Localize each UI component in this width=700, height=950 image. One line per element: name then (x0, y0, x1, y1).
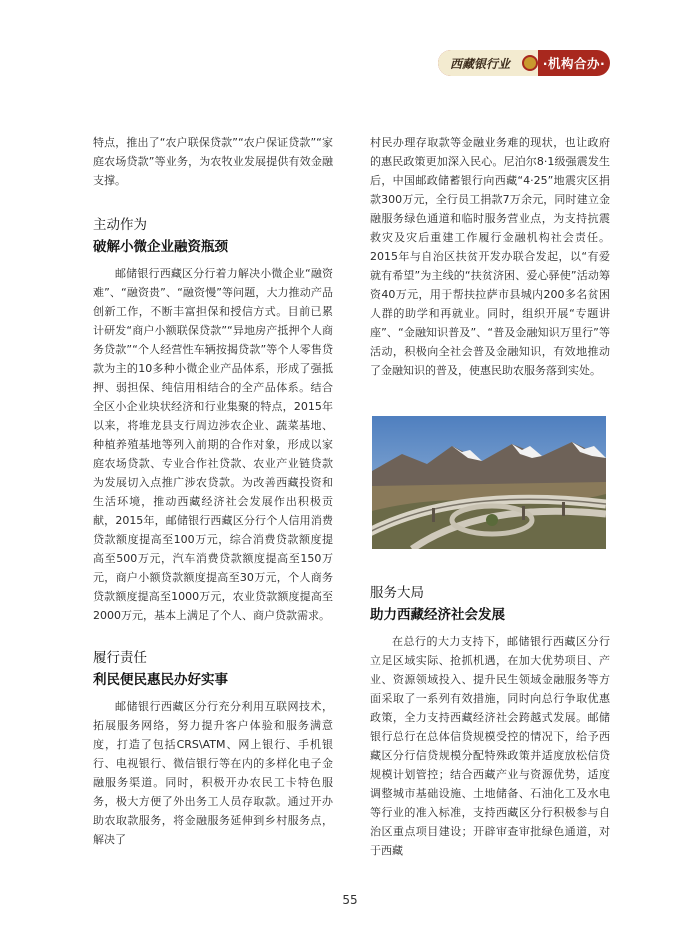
section-title-3: 服务大局 (370, 585, 424, 601)
right-column (370, 133, 610, 380)
continued-paragraph: 村民办理存取款等金融业务难的现状，也让政府的惠民政策更加深入民心。尼泊尔8·1级强震发生后，中国邮政储蓄银行向西藏“4·25”地震灾区捐款300万元，全行员工捐款7万余元，同时建立金融服务绿色通道和临时服务营业点，为支持抗震救灾及灾后重建工作履行金融机构社会责任。2015年与自治区扶贫开发办联合发起，以“有爱就有希望”为主线的“扶贫济困、爱心驿使”活动筹资40万元，用于帮扶拉萨市县城内200多名贫困人群的助学和再就业。同时，组织开展“专题讲座”、“金融知识普及”、“普及金融知识万里行”等活动，积极向全社会普及金融知识，有效地推动了金融知识的普及，使惠民助农服务落到实处。 (370, 136, 610, 377)
section-badge (438, 50, 610, 76)
section-title-2: 履行责任 (93, 650, 147, 666)
knot-icon (522, 55, 538, 71)
intro-paragraph: 特点，推出了“农户联保贷款”“农户保证贷款”“家庭农场贷款”等业务，为农牧业发展提供有效金融支撑。 (93, 136, 333, 187)
section-body-2: 邮储银行西藏区分行充分利用互联网技术，拓展服务网络，努力提升客户体验和服务满意度，打造了包括CRS\ATM、网上银行、手机银行、电视银行、微信银行等在内的多样化电子金融服务渠道。同时，积极开办农民工卡特色服务，极大方便了外出务工人员存取款。通过开办助农取款服务，将金融服务延伸到乡村服务点，解决了 (93, 700, 333, 846)
left-column (93, 133, 333, 849)
section-subtitle-2: 利民便民惠民办好实事 (93, 672, 228, 688)
section-body-3: 在总行的大力支持下，邮储银行西藏区分行立足区域实际、抢抓机遇，在加大优势项目、产业、资源领域投入、提升民生领域金融服务等方面采取了一系列有效措施，同时向总行争取优惠政策，全力支持西藏经济社会跨越式发展。邮储银行总行在总体信贷规模受控的情况下，给予西藏区分行信贷规模分配特殊政策并适度放松信贷规模计划管控；结合西藏产业与资源优势，适度调整城市基础设施、土地储备、石油化工及水电等行业的准入标准，支持西藏区分行积极参与自治区重点项目建设；开辟审查审批绿色通道，对于西藏 (370, 635, 610, 857)
journal-logo (438, 50, 538, 76)
bridge-photo (372, 416, 606, 549)
section-title-1: 主动作为 (93, 217, 147, 233)
bridge-photo-image (372, 416, 606, 549)
right-lower-column (370, 582, 610, 860)
section-body-1: 邮储银行西藏区分行着力解决小微企业“融资难”、“融资贵”、“融资慢”等问题，大力推动产品创新工作，不断丰富担保和授信方式。目前已累计研发“商户小额联保贷款”“异地房产抵押个人商务贷款”“个人经营性车辆按揭贷款”等个人零售贷款为主的10多种小微企业产品体系，形成了强抵押、弱担保、纯信用相结合的全产品体系。结合全区小企业块状经济和行业集聚的特点，2015年以来，将堆龙县支行周边涉农企业、蔬菜基地、种植养殖基地等列入前期的合作对象，形成以家庭农场贷款、专业合作社贷款、农业产业链贷款为发展切入点推广涉农贷款。为改善西藏投资和生活环境，推动西藏经济社会发展作出积极贡献，2015年，邮储银行西藏区分行个人信用消费贷款额度提高至100万元，综合消费贷款额度提高至500万元，汽车消费贷款额度提高至150万元，商户小额贷款额度提高至30万元，个人商务贷款额度提高至1000万元，农业贷款额度提高至2000万元，基本上满足了个人、商户贷款需求。 (93, 267, 333, 622)
page-number: 55 (342, 893, 358, 907)
section-label: ·机构合办· (542, 56, 606, 71)
journal-logo-text: 西藏银行业 (450, 56, 511, 71)
section-subtitle-3: 助力西藏经济社会发展 (370, 607, 505, 623)
section-subtitle-1: 破解小微企业融资瓶颈 (93, 239, 228, 255)
